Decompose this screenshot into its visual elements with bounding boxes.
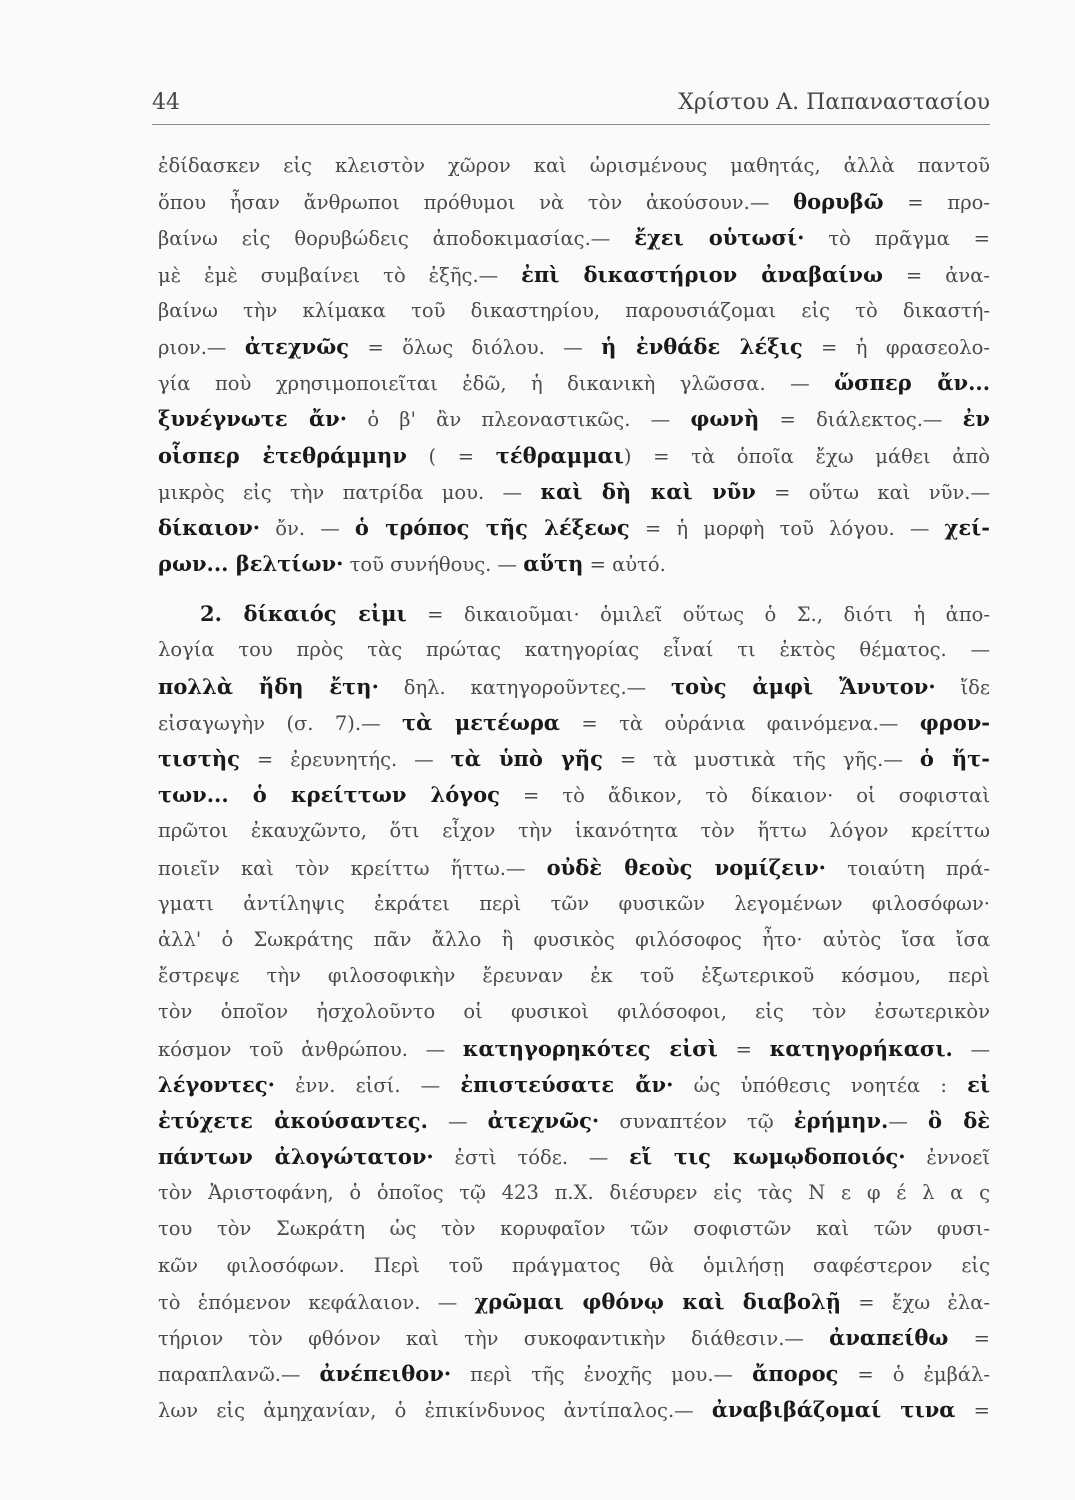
text-run: του τὸν Σωκράτη ὡς τὸν κορυφαῖον τῶν σοφιστῶν καὶ τῶν φυσι- bbox=[158, 1217, 990, 1241]
text-run: = ἔχω ἐλα- bbox=[841, 1290, 990, 1314]
lemma-term: ἡ ἐνθάδε λέξις bbox=[601, 333, 803, 359]
text-run: ὅπου ἦσαν ἄνθρωποι πρόθυμοι νὰ τὸν ἀκούσουν.— bbox=[158, 191, 794, 215]
lemma-term: καὶ δὴ καὶ νῦν bbox=[540, 478, 756, 504]
lemma-term: ἀναπείθω bbox=[829, 1325, 949, 1350]
lemma-term: ἀτεχνῶς· bbox=[487, 1107, 600, 1133]
lemma-term: ἀνέπειθον· bbox=[319, 1361, 452, 1387]
text-line bbox=[158, 1175, 990, 1211]
lemma-term: δίκαιον· bbox=[158, 514, 261, 540]
text-run: περὶ τῆς ἐνοχῆς μου.— bbox=[451, 1363, 753, 1387]
text-run: παραπλανῶ.— bbox=[158, 1363, 320, 1387]
text-line bbox=[158, 1284, 990, 1320]
lemma-term: 2. δίκαιός εἰμι bbox=[200, 601, 407, 627]
text-run: = τὸ ἄδικον, τὸ δίκαιον· οἱ σοφισταὶ bbox=[499, 784, 990, 808]
text-run: λων εἰς ἀμηχανίαν, ὁ ἐπικίνδυνος ἀντίπαλος.— bbox=[158, 1399, 712, 1423]
text-run: ποιεῖν καὶ τὸν κρείττω ἥττω.— bbox=[158, 856, 547, 880]
lemma-term: τὰ μετέωρα bbox=[402, 709, 560, 735]
text-line bbox=[158, 1103, 990, 1139]
text-run: ὁ β' ἂν πλεοναστικῶς. — bbox=[347, 408, 691, 432]
lemma-term: πάντων ἀλογώτατον· bbox=[158, 1144, 434, 1170]
text-line bbox=[158, 813, 990, 849]
body-text bbox=[158, 148, 990, 1429]
running-head: Χρίστου Α. Παπαναστασίου bbox=[678, 90, 990, 115]
text-run: τὸν Ἀριστοφάνη, ὁ ὁποῖος τῷ 423 π.Χ. διέσυρεν εἰς τὰς Ν ε φ έ λ α ς bbox=[158, 1181, 990, 1205]
text-line bbox=[158, 596, 990, 632]
text-line bbox=[158, 1356, 990, 1392]
text-run: ὄν. — bbox=[260, 516, 355, 540]
text-run: ἀλλ' ὁ Σωκράτης πᾶν ἄλλο ἢ φυσικὸς φιλόσοφος ἦτο· αὐτὸς ἴσα ἴσα bbox=[158, 927, 990, 951]
text-line bbox=[158, 741, 990, 777]
lemma-term: ρων... βελτίων· bbox=[158, 551, 344, 577]
text-run: = bbox=[955, 1399, 990, 1423]
lemma-term: ἄπορος bbox=[752, 1361, 839, 1387]
text-run: βαίνω τὴν κλίμακα τοῦ δικαστηρίου, παρουσιάζομαι εἰς τὸ δικαστή- bbox=[158, 298, 990, 322]
lemma-term: κατηγορηκότες εἰσὶ bbox=[462, 1035, 718, 1061]
lemma-term: ὃ δὲ bbox=[927, 1107, 990, 1133]
text-run: βαίνω εἰς θορυβώδεις ἀποδοκιμασίας.— bbox=[158, 227, 635, 251]
text-line bbox=[158, 1320, 990, 1356]
text-run: — bbox=[888, 1109, 928, 1133]
text-run: γματι ἀντίληψις ἐκράτει περὶ τῶν φυσικῶν λεγομένων φιλοσόφων· bbox=[158, 891, 990, 915]
text-line bbox=[158, 474, 990, 510]
text-line bbox=[158, 958, 990, 994]
lemma-term: λέγοντες· bbox=[158, 1071, 275, 1097]
text-run: = οὕτω καὶ νῦν.— bbox=[755, 480, 990, 504]
lemma-term: θορυβῶ bbox=[793, 189, 884, 215]
text-run: — bbox=[952, 1037, 990, 1061]
text-run: = διάλεκτος.— bbox=[759, 408, 963, 432]
text-run: = αὐτό. bbox=[583, 553, 666, 577]
text-run: μὲ ἐμὲ συμβαίνει τὸ ἑξῆς.— bbox=[158, 263, 522, 287]
lemma-term: ἔχει οὑτωσί· bbox=[634, 225, 805, 251]
lemma-term: των... ὁ κρείττων λόγος bbox=[158, 782, 500, 808]
text-run: ὡς ὑπόθεσις νοητέα : bbox=[673, 1073, 968, 1097]
text-run: = ἐρευνητής. — bbox=[239, 748, 451, 771]
lemma-term: χεί- bbox=[944, 514, 990, 540]
text-line bbox=[158, 1248, 990, 1284]
text-run: ( = bbox=[406, 444, 496, 468]
text-run: = ἡ φρασεολο- bbox=[802, 335, 990, 359]
text-run: τήριον τὸν φθόνον καὶ τὴν συκοφαντικὴν διάθεσιν.— bbox=[158, 1327, 830, 1350]
lemma-term: τὰ ὑπὸ γῆς bbox=[450, 746, 603, 771]
text-run: ἐδίδασκεν εἰς κλειστὸν χῶρον καὶ ὡρισμένους μαθητάς, ἀλλὰ παντοῦ bbox=[158, 154, 990, 177]
text-run: ) = τὰ ὁποῖα ἔχω μάθει ἀπὸ bbox=[623, 444, 990, 468]
lemma-term: ἐν bbox=[962, 406, 990, 432]
text-run: ριον.— bbox=[158, 335, 245, 359]
text-run: = τὰ μυστικὰ τῆς γῆς.— bbox=[602, 748, 920, 771]
text-line bbox=[158, 546, 990, 582]
text-line bbox=[158, 1139, 990, 1175]
text-line bbox=[158, 148, 990, 184]
text-line bbox=[158, 777, 990, 813]
text-run: γία ποὺ χρησιμοποιεῖται ἐδῶ, ἡ δικανικὴ γλῶσσα. — bbox=[158, 372, 835, 396]
page-number: 44 bbox=[152, 90, 180, 115]
text-run: = bbox=[948, 1327, 990, 1350]
text-line bbox=[158, 401, 990, 437]
text-line bbox=[158, 886, 990, 922]
text-run: = bbox=[717, 1037, 770, 1061]
lemma-term: οὐδὲ θεοὺς νομίζειν· bbox=[546, 854, 826, 880]
text-run: ἐστὶ τόδε. — bbox=[433, 1146, 630, 1170]
text-line bbox=[158, 1211, 990, 1247]
text-run: μικρὸς εἰς τὴν πατρίδα μου. — bbox=[158, 480, 541, 504]
lemma-term: τιστὴς bbox=[158, 746, 240, 771]
text-run: ἔστρεψε τὴν φιλοσοφικὴν ἔρευναν ἐκ τοῦ ἐξωτερικοῦ κόσμου, περὶ bbox=[158, 964, 990, 988]
text-run: ἐννοεῖ bbox=[905, 1146, 990, 1170]
paragraph-1 bbox=[158, 148, 990, 582]
text-run: = τὰ οὐράνια φαινόμενα.— bbox=[559, 711, 920, 735]
lemma-term: ἐπιστεύσατε ἄν· bbox=[460, 1071, 674, 1097]
text-line bbox=[158, 632, 990, 668]
text-line bbox=[158, 994, 990, 1030]
text-run: εἰσαγωγὴν (σ. 7).— bbox=[158, 711, 403, 735]
lemma-term: εἴ τις κωμῳδοποιός· bbox=[629, 1144, 906, 1170]
text-line bbox=[158, 705, 990, 741]
lemma-term: ὁ τρόπος τῆς λέξεως bbox=[354, 514, 630, 540]
lemma-term: φρον- bbox=[919, 709, 990, 735]
text-run: συναπτέον τῷ bbox=[599, 1109, 794, 1133]
text-run: τὸν ὁποῖον ἠσχολοῦντο οἱ φυσικοὶ φιλόσοφοι, εἰς τὸν ἐσωτερικὸν bbox=[158, 1000, 990, 1024]
text-run: = ὅλως διόλου. — bbox=[349, 335, 602, 359]
paragraph-2 bbox=[158, 596, 990, 1428]
lemma-term: τέθραμμαι bbox=[495, 442, 624, 468]
text-run: πρῶτοι ἐκαυχῶντο, ὅτι εἶχον τὴν ἱκανότητα τὸν ἥττω λόγον κρείττω bbox=[158, 819, 990, 843]
text-run: τοῦ συνήθους. — bbox=[343, 553, 524, 577]
lemma-term: χρῶμαι φθόνῳ καὶ διαβολῇ bbox=[474, 1288, 842, 1314]
text-run: = προ- bbox=[883, 191, 990, 215]
text-run: κόσμον τοῦ ἀνθρώπου. — bbox=[158, 1037, 463, 1061]
page-header bbox=[152, 88, 990, 125]
text-line bbox=[158, 293, 990, 329]
lemma-term: ὁ ἥτ- bbox=[919, 746, 990, 771]
text-line bbox=[158, 510, 990, 546]
lemma-term: εἰ bbox=[967, 1071, 990, 1097]
text-run: τὸ ἑπόμενον κεφάλαιον. — bbox=[158, 1290, 475, 1314]
text-line bbox=[158, 850, 990, 886]
lemma-term: ἐτύχετε ἀκούσαντες. bbox=[158, 1107, 428, 1133]
text-line bbox=[158, 365, 990, 401]
lemma-term: ἀτεχνῶς bbox=[244, 333, 350, 359]
text-line bbox=[158, 257, 990, 293]
text-run: = ἡ μορφὴ τοῦ λόγου. — bbox=[629, 516, 945, 540]
text-line bbox=[158, 669, 990, 705]
text-line bbox=[158, 184, 990, 220]
text-run: τὸ πρᾶγμα = bbox=[804, 227, 990, 251]
text-run: = δικαιοῦμαι· ὁμιλεῖ οὕτως ὁ Σ., διότι ἡ ἀπο- bbox=[406, 603, 990, 627]
text-line bbox=[158, 922, 990, 958]
text-line bbox=[158, 438, 990, 474]
text-line bbox=[158, 1031, 990, 1067]
text-line bbox=[158, 1067, 990, 1103]
text-line bbox=[158, 1392, 990, 1428]
lemma-term: ἐπὶ δικαστήριον ἀναβαίνω bbox=[521, 261, 883, 287]
lemma-term: τοὺς ἀμφὶ Ἄνυτον· bbox=[671, 673, 936, 699]
lemma-term: αὕτη bbox=[523, 551, 584, 577]
text-line bbox=[158, 220, 990, 256]
lemma-term: ξυνέγνωτε ἄν· bbox=[158, 406, 348, 432]
text-run: ἐνν. εἰσί. — bbox=[274, 1073, 461, 1097]
text-run: — bbox=[427, 1109, 488, 1133]
lemma-term: ἐρήμην. bbox=[793, 1107, 889, 1133]
text-run: κῶν φιλοσόφων. Περὶ τοῦ πράγματος θὰ ὁμιλήσῃ σαφέστερον εἰς bbox=[158, 1253, 990, 1277]
lemma-term: πολλὰ ἤδη ἔτη· bbox=[158, 673, 379, 699]
lemma-term: ὥσπερ ἄν... bbox=[834, 370, 990, 396]
lemma-term: κατηγορήκασι. bbox=[769, 1035, 953, 1061]
text-line bbox=[158, 329, 990, 365]
text-run: ἴδε bbox=[935, 675, 990, 699]
lemma-term: οἷσπερ ἐτεθράμμην bbox=[158, 442, 407, 468]
text-run: λογία του πρὸς τὰς πρώτας κατηγορίας εἶναί τι ἐκτὸς θέματος. — bbox=[158, 638, 990, 662]
text-run: τοιαύτη πρά- bbox=[826, 856, 990, 880]
text-run: δηλ. κατηγοροῦντες.— bbox=[378, 675, 671, 699]
lemma-term: ἀναβιβάζομαί τινα bbox=[711, 1397, 956, 1423]
text-run: = ἀνα- bbox=[882, 263, 990, 287]
lemma-term: φωνὴ bbox=[690, 406, 760, 432]
text-run: = ὁ ἐμβάλ- bbox=[838, 1363, 990, 1387]
